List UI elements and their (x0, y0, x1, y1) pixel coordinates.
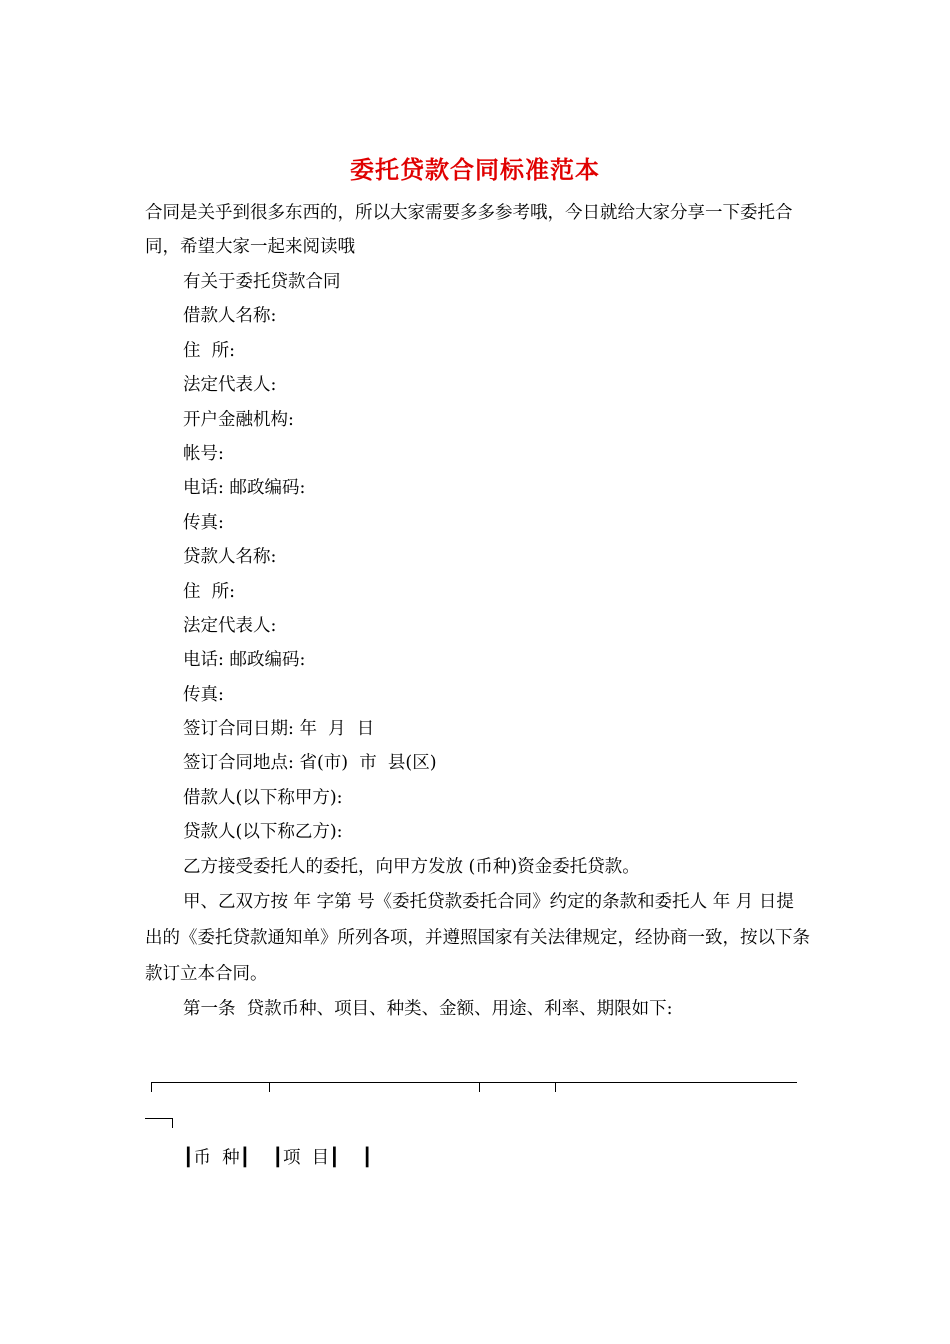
agreement-paragraph: 甲、乙双方按 年 字第 号《委托贷款委托合同》约定的条款和委托人 年 月 日提出的《委托贷款通知单》所列各项，并遵照国家有关法律规定，经协商一致，按以下条款订立本合同。 (145, 892, 810, 985)
line-10: 法定代表人: (183, 615, 277, 636)
line-0: 有关于委托贷款合同 (183, 272, 341, 292)
line-12: 传真: (183, 684, 224, 705)
line-3: 法定代表人: (183, 375, 277, 396)
line-7: 传真: (183, 512, 224, 533)
intro-paragraph: 合同是关乎到很多东西的，所以大家需要多多参考哦，今日就给大家分享一下委托合同，希望大家一起来阅读哦 (145, 203, 793, 257)
line-6: 电话: 邮政编码: (183, 478, 306, 499)
line-17: 乙方接受委托人的委托，向甲方发放 (币种)资金委托贷款。 (183, 856, 640, 877)
line-5: 帐号: (183, 443, 224, 464)
line-8: 贷款人名称: (183, 547, 277, 568)
line-11: 电话: 邮政编码: (183, 650, 306, 671)
line-4: 开户金融机构: (183, 409, 294, 430)
table-ascii-art (145, 1068, 810, 1176)
line-9: 住 所: (183, 581, 236, 602)
page-title: 委托贷款合同标准范本 (350, 155, 600, 184)
line-16: 贷款人(以下称乙方): (183, 822, 343, 843)
line-13: 签订合同日期: 年 月 日 (183, 719, 375, 740)
table-header-row: ┃币 种┃ ┃项 目┃ ┃ (183, 1148, 373, 1168)
article-1: 第一条 贷款币种、项目、种类、金额、用途、利率、期限如下: (183, 999, 673, 1020)
line-14: 签订合同地点: 省(市) 市 县(区) (183, 753, 437, 774)
line-15: 借款人(以下称甲方): (183, 787, 343, 808)
contract-body (145, 265, 810, 1026)
table-top-border-cont (145, 1104, 810, 1140)
table-top-border (145, 1068, 810, 1104)
line-1: 借款人名称: (183, 306, 277, 327)
line-2: 住 所: (183, 340, 236, 361)
